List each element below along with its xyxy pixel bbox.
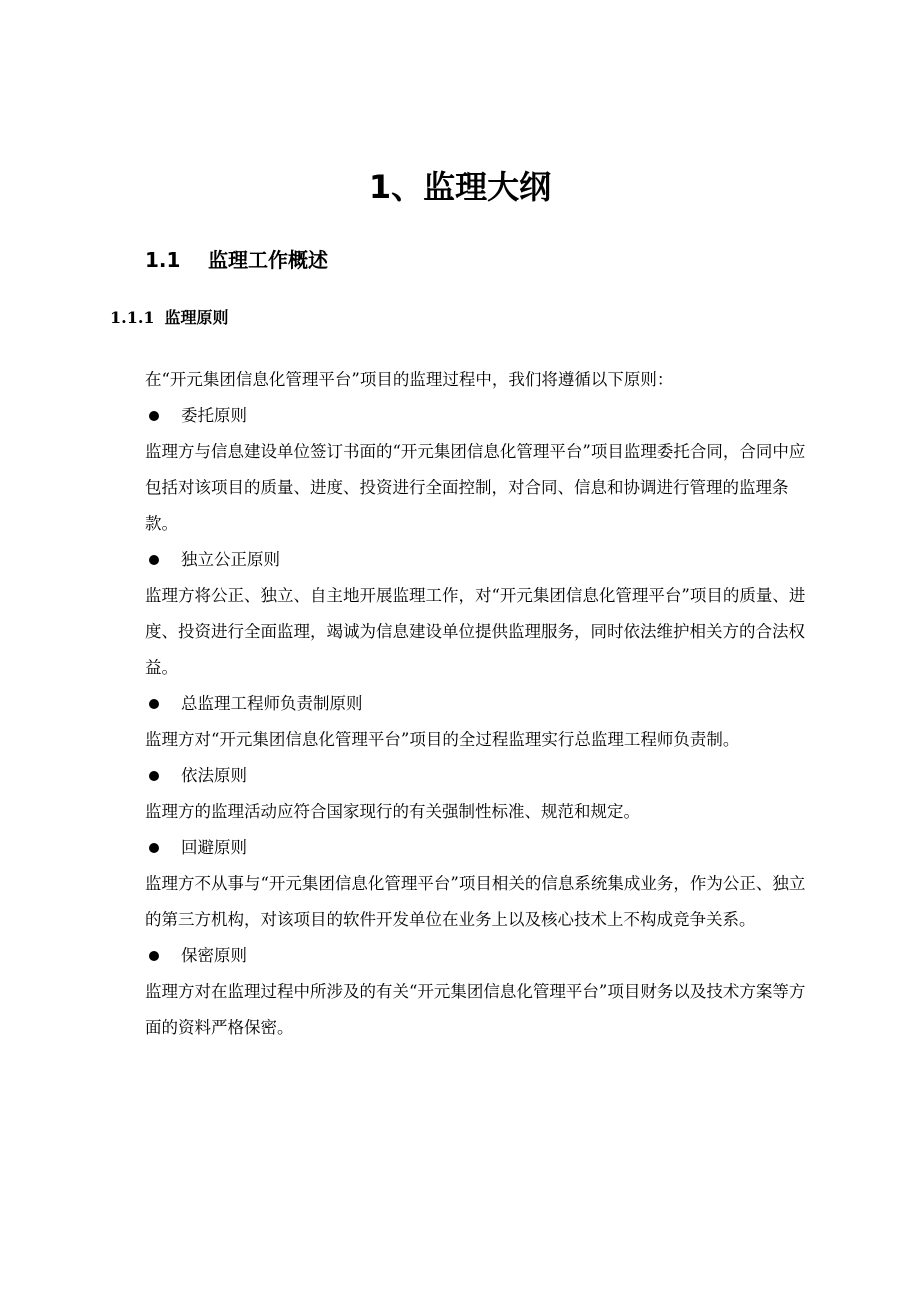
- principle-heading: [145, 686, 810, 722]
- page-title: 1、监理大纲: [368, 168, 552, 206]
- principle-title: 委托原则: [181, 406, 247, 425]
- bullet-icon: [149, 411, 159, 421]
- bullet-icon: [149, 699, 159, 709]
- principle-text: 监理方将公正、独立、自主地开展监理工作，对“开元集团信息化管理平台”项目的质量、进度、投资进行全面监理，竭诚为信息建设单位提供监理服务，同时依法维护相关方的合法权益。: [145, 586, 806, 677]
- principle-title: 总监理工程师负责制原则: [181, 694, 363, 713]
- subsection-number: 1.1.1: [110, 308, 155, 327]
- section-heading: [145, 244, 328, 276]
- principle-text: 监理方与信息建设单位签订书面的“开元集团信息化管理平台”项目监理委托合同，合同中应包括对该项目的质量、进度、投资进行全面控制，对合同、信息和协调进行管理的监理条款。: [145, 442, 806, 533]
- section-number: 1.1: [145, 248, 181, 272]
- principle-title: 独立公正原则: [181, 550, 280, 569]
- bullet-icon: [149, 771, 159, 781]
- section-title: 监理工作概述: [208, 248, 328, 272]
- subsection-title: 监理原则: [164, 308, 229, 327]
- bullet-icon: [149, 843, 159, 853]
- principle-title: 依法原则: [181, 766, 247, 785]
- principle-text: 监理方的监理活动应符合国家现行的有关强制性标准、规范和规定。: [145, 802, 640, 821]
- principle-text: 监理方不从事与“开元集团信息化管理平台”项目相关的信息系统集成业务，作为公正、独立的第三方机构，对该项目的软件开发单位在业务上以及核心技术上不构成竞争关系。: [145, 874, 806, 929]
- principle-heading: [145, 758, 810, 794]
- principle-heading: [145, 542, 810, 578]
- document-body: [145, 362, 810, 1046]
- principle-heading: [145, 830, 810, 866]
- principle-title: 保密原则: [181, 946, 247, 965]
- principle-text: 监理方对在监理过程中所涉及的有关“开元集团信息化管理平台”项目财务以及技术方案等方面的资料严格保密。: [145, 982, 806, 1037]
- bullet-icon: [149, 555, 159, 565]
- bullet-icon: [149, 951, 159, 961]
- principle-title: 回避原则: [181, 838, 247, 857]
- principle-heading: [145, 938, 810, 974]
- principle-text: 监理方对“开元集团信息化管理平台”项目的全过程监理实行总监理工程师负责制。: [145, 730, 740, 749]
- principle-heading: [145, 398, 810, 434]
- subsection-heading: [110, 304, 229, 332]
- intro-paragraph: 在“开元集团信息化管理平台”项目的监理过程中，我们将遵循以下原则：: [145, 370, 674, 389]
